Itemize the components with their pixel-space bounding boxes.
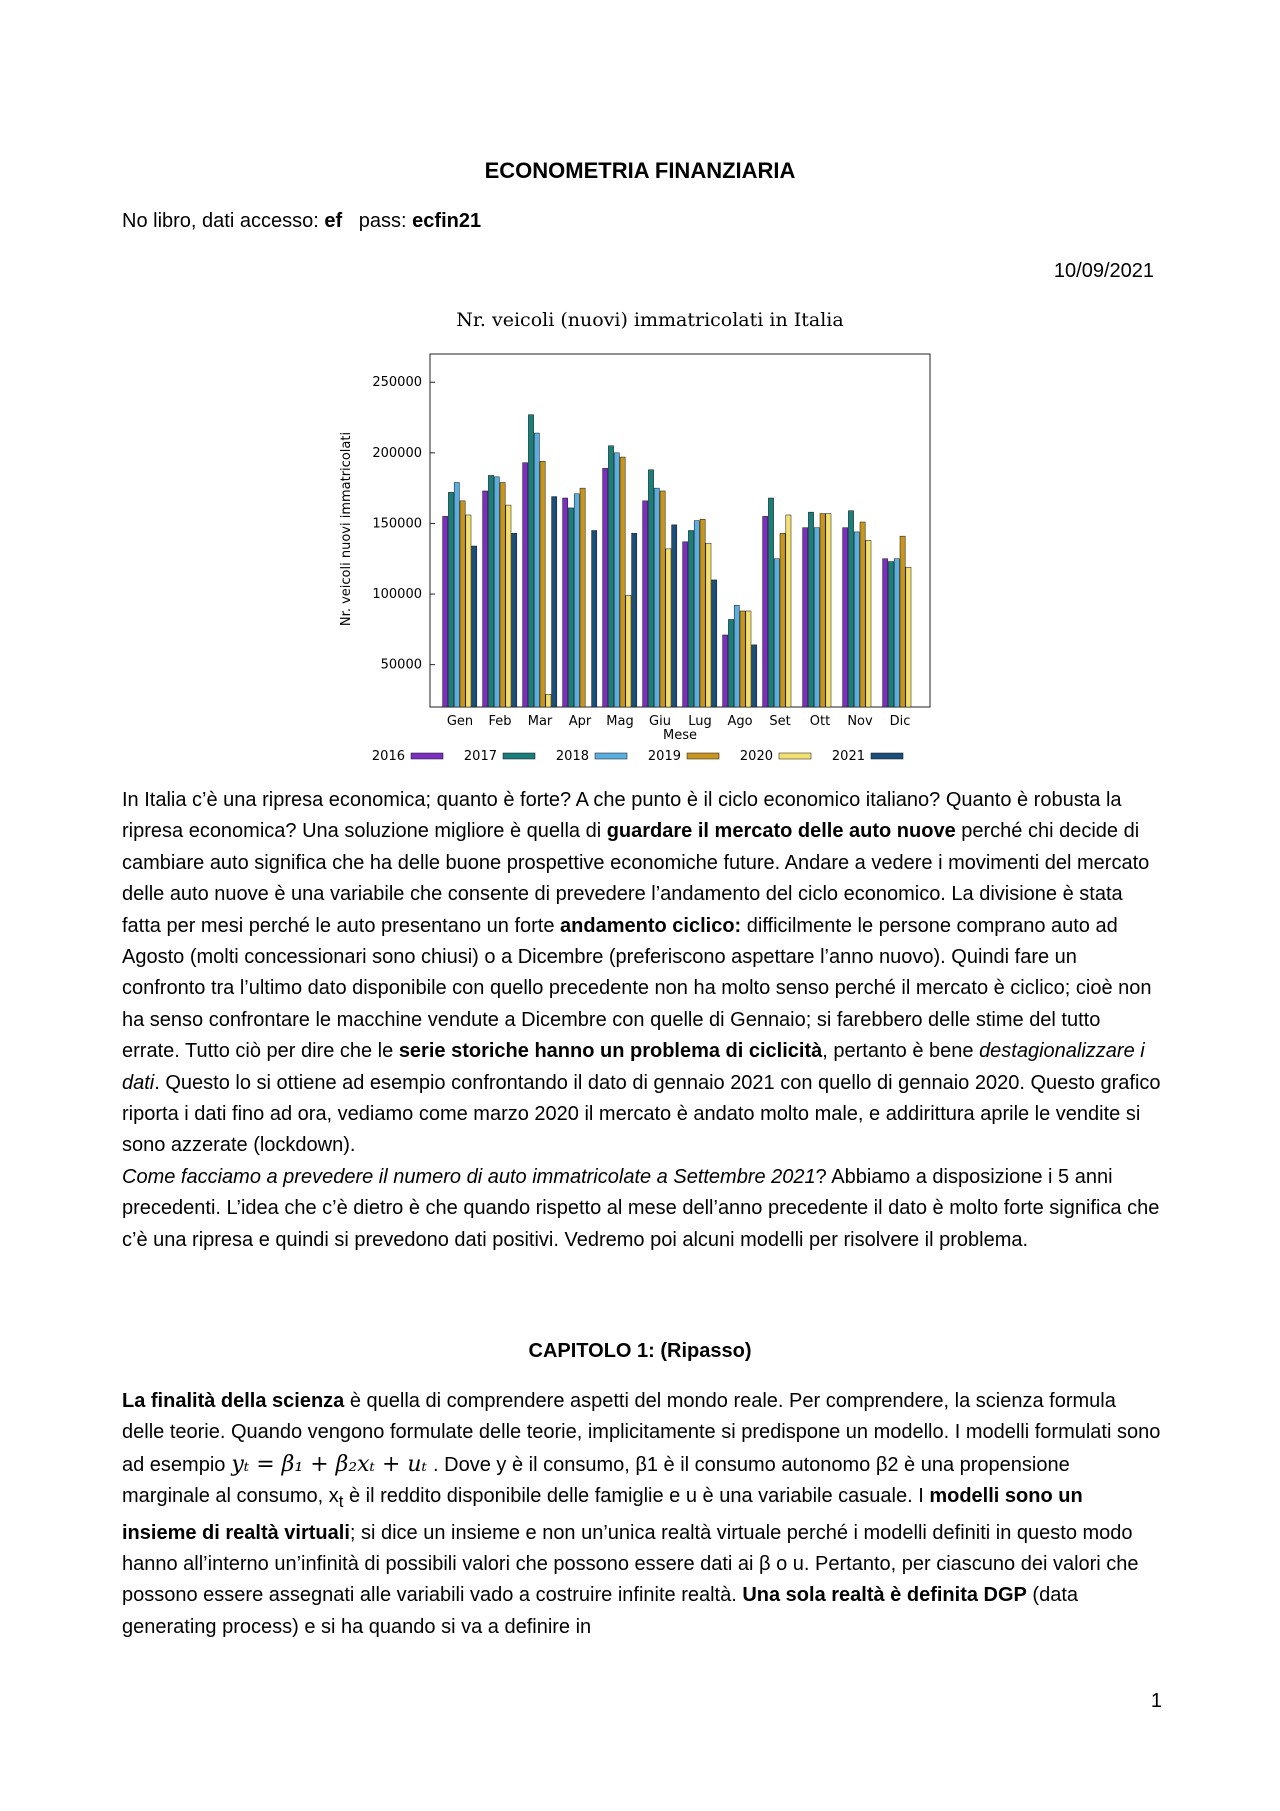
bar-2020-Nov bbox=[866, 540, 871, 707]
text-run: ; si dice un insieme e non un’unica realtà virtuale perché i modelli definiti in questo modo hanno all’interno un’infinità di possibili valori che possono essere dati ai β o u. Pertanto, per ciascuno dei valori che possono essere assegnati alle variabili vado a costruire infinite realtà. bbox=[122, 1521, 1139, 1607]
bar-2018-Apr bbox=[574, 494, 579, 707]
model-formula: yₜ = β₁ + β₂xₜ + uₜ bbox=[231, 1451, 428, 1477]
text-run: In Italia c’è una ripresa economica; quanto è forte? A che punto è il ciclo economico italiano? Quanto è robusta la ripresa economica? Una soluzione migliore è quella di bbox=[122, 789, 1122, 843]
bar-2017-Feb bbox=[488, 475, 493, 707]
legend-label: 2018 bbox=[555, 749, 589, 764]
x-tick-label: Apr bbox=[568, 714, 592, 729]
bar-2021-Apr bbox=[592, 531, 597, 708]
bar-2017-Apr bbox=[568, 508, 573, 707]
bold-run: serie storiche hanno un problema di ciclicità bbox=[398, 1040, 823, 1063]
bar-2019-Mar bbox=[540, 461, 545, 707]
bar-2019-Mag bbox=[620, 457, 625, 707]
document-title: ECONOMETRIA FINANZIARIA bbox=[484, 158, 796, 183]
bar-2020-Gen bbox=[466, 515, 471, 707]
bar-2020-Lug bbox=[706, 543, 711, 707]
bar-2016-Apr bbox=[563, 498, 568, 707]
bar-2017-Nov bbox=[848, 511, 853, 707]
x-tick-label: Giu bbox=[649, 714, 671, 729]
y-tick-label: 200000 bbox=[372, 445, 422, 461]
x-tick-label: Mag bbox=[606, 714, 634, 729]
bar-2020-Feb bbox=[506, 505, 511, 707]
bar-2016-Ago bbox=[723, 635, 728, 707]
bar-2016-Feb bbox=[483, 491, 488, 707]
bar-2021-Lug bbox=[712, 580, 717, 707]
x-tick-label: Mar bbox=[527, 714, 553, 729]
access-line bbox=[122, 210, 481, 233]
bar-2020-Mar bbox=[546, 694, 551, 707]
bar-2018-Set bbox=[774, 559, 779, 707]
bar-2020-Dic bbox=[906, 567, 911, 707]
bar-2020-Giu bbox=[666, 549, 671, 707]
text-run: , pertanto è bene bbox=[822, 1040, 980, 1063]
pass-label: pass: bbox=[358, 210, 407, 232]
italic-run: Come facciamo a prevedere il numero di auto immatricolate a Settembre 2021 bbox=[122, 1165, 816, 1188]
bar-2017-Ott bbox=[808, 512, 813, 707]
bar-2016-Set bbox=[763, 516, 768, 707]
legend-swatch bbox=[595, 753, 627, 759]
bar-2018-Mag bbox=[614, 453, 619, 707]
bar-2017-Set bbox=[768, 498, 773, 707]
y-tick-label: 100000 bbox=[372, 587, 422, 603]
bar-2016-Lug bbox=[683, 542, 688, 707]
chart-title: Nr. veicoli (nuovi) immatricolati in Italia bbox=[456, 309, 844, 331]
text-run: (data generating process) e si ha quando si va a definire in bbox=[122, 1584, 1079, 1638]
bar-2021-Giu bbox=[672, 525, 677, 707]
bar-2017-Dic bbox=[888, 562, 893, 707]
bar-2021-Feb bbox=[512, 533, 517, 707]
chapter-heading: CAPITOLO 1: (Ripasso) bbox=[528, 1340, 752, 1362]
y-axis-label: Nr. veicoli nuovi immatricolati bbox=[339, 431, 354, 627]
y-tick-label: 150000 bbox=[372, 516, 422, 532]
bar-2018-Feb bbox=[494, 477, 499, 707]
bar-2021-Gen bbox=[472, 546, 477, 707]
bar-2020-Ago bbox=[746, 611, 751, 707]
vehicle-registrations-chart bbox=[330, 304, 955, 767]
bar-2019-Gen bbox=[460, 501, 465, 707]
x-tick-label: Dic bbox=[889, 714, 911, 729]
bar-2020-Mag bbox=[626, 595, 631, 707]
legend-label: 2019 bbox=[647, 749, 681, 764]
bar-2020-Ott bbox=[826, 514, 831, 707]
x-tick-label: Ott bbox=[809, 714, 831, 729]
bold-run: andamento ciclico: bbox=[560, 914, 742, 937]
bar-2016-Giu bbox=[643, 501, 648, 707]
bar-2018-Mar bbox=[534, 433, 539, 707]
text-run: difficilmente le persone comprano auto ad Agosto (molti concessionari sono chiusi) o a Dicembre (preferiscono aspettare l’anno nuovo). Quindi fare un confronto tra l’ultimo dato disponibile con quello precedente non ha molto senso perché il mercato è ciclico; cioè non ha senso confrontare le macchine vendute a Dicembre con quelle di Gennaio; si farebbero delle stime del tutto errate. Tutto ciò per dire che le bbox=[122, 914, 1152, 1063]
legend-swatch bbox=[871, 753, 903, 759]
bar-2019-Lug bbox=[700, 519, 705, 707]
bar-2016-Mar bbox=[523, 463, 528, 707]
bar-2019-Feb bbox=[500, 482, 505, 707]
x-tick-label: Set bbox=[769, 714, 791, 729]
text-run: perché chi decide di cambiare auto significa che ha delle buone prospettive economiche future. Andare a vedere i movimenti del mercato delle auto nuove è una variabile che consente di prevedere l’andamento del ciclo economico. La divisione è stata fatta per mesi perché le auto presentano un forte bbox=[122, 820, 1150, 937]
bar-2019-Ago bbox=[740, 611, 745, 707]
bar-2021-Ago bbox=[752, 645, 757, 707]
bar-2018-Giu bbox=[654, 488, 659, 707]
access-label: No libro, dati accesso: bbox=[122, 210, 319, 232]
bar-2017-Ago bbox=[728, 619, 733, 707]
bar-2021-Mar bbox=[552, 497, 557, 707]
x-tick-label: Gen bbox=[446, 714, 474, 729]
paragraph-chapter-1 bbox=[122, 1386, 1162, 1643]
bar-2018-Dic bbox=[894, 559, 899, 707]
bold-run: modelli sono un insieme di realtà virtuali bbox=[122, 1485, 1083, 1544]
paragraph-intro bbox=[122, 785, 1162, 1256]
bar-2021-Mag bbox=[632, 533, 637, 707]
legend-swatch bbox=[503, 753, 535, 759]
bar-2018-Ago bbox=[734, 605, 739, 707]
bar-2017-Mar bbox=[528, 415, 533, 707]
bar-2018-Nov bbox=[854, 532, 859, 707]
text-run: è quella di comprendere aspetti del mondo reale. Per comprendere, la scienza formula delle teorie. Quando vengono formulate delle teorie, implicitamente si predispone un modello. I modelli formulati sono ad esempio bbox=[122, 1390, 1161, 1476]
bar-2018-Ott bbox=[814, 528, 819, 707]
legend-swatch bbox=[687, 753, 719, 759]
bar-2019-Apr bbox=[580, 488, 585, 707]
legend-swatch bbox=[411, 753, 443, 759]
x-tick-label: Feb bbox=[488, 714, 512, 729]
document-date: 10/09/2021 bbox=[1053, 260, 1154, 282]
text-run: è il reddito disponibile delle famiglie e u è una variabile casuale. I bbox=[343, 1485, 930, 1508]
legend-label: 2020 bbox=[739, 749, 773, 764]
bar-2019-Nov bbox=[860, 522, 865, 707]
text-run: . Dove y è il consumo, β1 è il consumo autonomo β2 è una propensione marginale al consumo, x bbox=[122, 1453, 1070, 1508]
bar-2018-Gen bbox=[454, 482, 459, 707]
page-number: 1 bbox=[1150, 1690, 1162, 1712]
legend-swatch bbox=[779, 753, 811, 759]
legend-label: 2016 bbox=[371, 749, 405, 764]
bar-2018-Lug bbox=[694, 521, 699, 707]
italic-run: destagionalizzare i dati bbox=[122, 1040, 1145, 1094]
x-axis-label: Mese bbox=[663, 728, 697, 743]
x-tick-label: Nov bbox=[847, 714, 873, 729]
bar-2019-Dic bbox=[900, 536, 905, 707]
bar-2017-Lug bbox=[688, 531, 693, 708]
bar-2017-Gen bbox=[448, 492, 453, 707]
bar-2016-Dic bbox=[883, 559, 888, 707]
bold-run: guardare il mercato delle auto nuove bbox=[606, 820, 956, 843]
text-run: ? Abbiamo a disposizione i 5 anni precedenti. L’idea che c’è dietro è che quando rispetto al mese dell’anno precedente il dato è molto forte significa che c’è una ripresa e quindi si prevedono dati positivi. Vedremo poi alcuni modelli per risolvere il problema. bbox=[122, 1165, 1160, 1251]
bar-2016-Mag bbox=[603, 468, 608, 707]
bar-2019-Ott bbox=[820, 514, 825, 707]
bar-2020-Set bbox=[786, 515, 791, 707]
bar-2019-Giu bbox=[660, 491, 665, 707]
bar-2019-Set bbox=[780, 533, 785, 707]
bar-2016-Gen bbox=[443, 516, 448, 707]
bar-2016-Ott bbox=[803, 528, 808, 707]
bar-2016-Nov bbox=[843, 528, 848, 707]
bar-2017-Giu bbox=[648, 470, 653, 707]
y-tick-label: 250000 bbox=[372, 375, 422, 391]
pass-value: ecfin21 bbox=[412, 210, 482, 232]
legend-label: 2021 bbox=[831, 749, 865, 764]
x-tick-label: Ago bbox=[727, 714, 753, 729]
bold-run: La finalità della scienza bbox=[122, 1390, 345, 1412]
x-tick-label: Lug bbox=[688, 714, 712, 729]
y-tick-label: 50000 bbox=[380, 657, 422, 673]
access-user: ef bbox=[324, 210, 343, 232]
text-run: . Questo lo si ottiene ad esempio confrontando il dato di gennaio 2021 con quello di gennaio 2020. Questo grafico riporta i dati fino ad ora, vediamo come marzo 2020 il mercato è andato molto male, e addirittura aprile le vendite si sono azzerate (lockdown). bbox=[122, 1071, 1161, 1157]
bar-2017-Mag bbox=[608, 446, 613, 707]
subscript: t bbox=[338, 1492, 344, 1512]
legend-label: 2017 bbox=[463, 749, 497, 764]
bold-run: Una sola realtà è definita DGP bbox=[742, 1584, 1027, 1607]
chart-svg bbox=[330, 304, 955, 767]
